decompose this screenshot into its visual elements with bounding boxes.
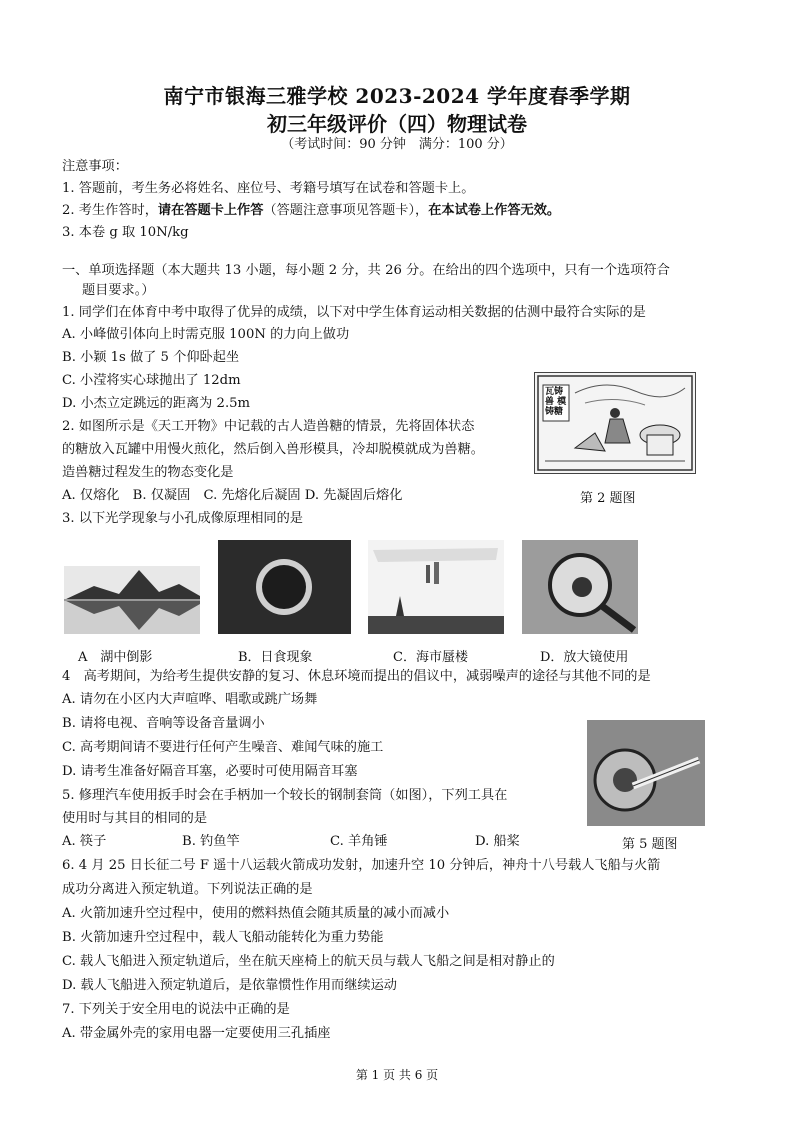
- q1-option-c: C. 小滢将实心球抛出了 12dm: [62, 373, 241, 388]
- solar-eclipse-image: [218, 540, 351, 634]
- wrench-image: [587, 720, 705, 826]
- section-heading-cont: 题目要求。）: [82, 283, 155, 298]
- page-number: 第 1 页 共 6 页: [355, 1068, 439, 1082]
- note-1: 1. 答题前，考生务必将姓名、座位号、考籍号填写在试卷和答题卡上。: [62, 181, 475, 196]
- q4-option-d: D. 请考生准备好隔音耳塞，必要时可使用隔音耳塞: [62, 764, 358, 779]
- section-heading: 一、单项选择题（本大题共 13 小题，每小题 2 分，共 26 分。在给出的四个选项中，只有一个选项符合: [62, 263, 670, 278]
- q4-option-a: A. 请勿在小区内大声喧哗、唱歌或跳广场舞: [62, 692, 318, 707]
- magnifier-image: [522, 540, 638, 634]
- q3-option-b: B．日食现象: [238, 650, 313, 665]
- q6-stem-1: 6. 4 月 25 日长征二号 F 遥十八运载火箭成功发射，加速升空 10 分钟后，神舟十八号载人飞船与火箭: [62, 858, 661, 873]
- note-2-part-b: 请在答题卡上作答: [157, 203, 264, 218]
- note-3: 3. 本卷 g 取 10N/kg: [62, 225, 189, 240]
- q2-figure: [534, 372, 696, 474]
- q2-stem-2: 的糖放入瓦罐中用慢火煎化，然后倒入兽形模具，冷却脱模就成为兽糖。: [62, 442, 484, 457]
- q3-option-a: A 湖中倒影: [78, 650, 153, 665]
- q6-option-d: D. 载人飞船进入预定轨道后，是依靠惯性作用而继续运动: [62, 978, 397, 993]
- q5-stem-2: 使用时与其目的相同的是: [62, 811, 208, 826]
- q2-figure-label: 瓦铸兽 模铸糖: [545, 387, 567, 417]
- q1-option-b: B. 小颖 1s 做了 5 个仰卧起坐: [62, 350, 240, 365]
- q5-stem-1: 5. 修理汽车使用扳手时会在手柄加一个较长的钢制套筒（如图），下列工具在: [62, 788, 508, 803]
- q6-option-c: C. 载人飞船进入预定轨道后，坐在航天座椅上的航天员与载人飞船之间是相对静止的: [62, 954, 555, 969]
- q3-image-c: [368, 540, 504, 634]
- exam-subtitle: 初三年级评价（四）物理试卷: [267, 112, 527, 136]
- notes-heading: 注意事项：: [62, 159, 128, 174]
- q4-stem: 4 高考期间，为给考生提供安静的复习、休息环境而提出的倡议中，减弱噪声的途径与其他不同的是: [62, 669, 651, 684]
- q7-stem: 7. 下列关于安全用电的说法中正确的是: [62, 1002, 290, 1017]
- q4-option-b: B. 请将电视、音响等设备音量调小: [62, 716, 265, 731]
- q1-stem: 1. 同学们在体育中考中取得了优异的成绩，以下对中学生体育运动相关数据的估测中最符合实际的是: [62, 305, 646, 320]
- q3-option-d: D．放大镜使用: [540, 650, 629, 665]
- q2-stem-1: 2. 如图所示是《天工开物》中记载的古人造兽糖的情景，先将固体状态: [62, 419, 475, 434]
- q5-figure-caption: 第 5 题图: [622, 837, 678, 852]
- q5-option-b: B. 钓鱼竿: [182, 834, 240, 849]
- q5-option-d: D. 船桨: [475, 834, 520, 849]
- mirage-image: [368, 540, 504, 634]
- q3-image-a: [64, 566, 200, 634]
- q1-option-d: D. 小杰立定跳远的距离为 2.5m: [62, 396, 251, 411]
- note-2-part-a: 2. 考生作答时，: [62, 203, 158, 218]
- q6-stem-2: 成功分离进入预定轨道。下列说法正确的是: [62, 882, 313, 897]
- lake-reflection-image: [64, 566, 200, 634]
- q2-options: A. 仅熔化 B. 仅凝固 C. 先熔化后凝固 D. 先凝固后熔化: [62, 488, 403, 503]
- exam-title: 南宁市银海三雅学校 2023-2024 学年度春季学期: [163, 84, 631, 108]
- q3-image-b: [218, 540, 351, 634]
- note-2-part-c: （答题注意事项见答题卡），: [263, 203, 429, 218]
- q3-stem: 3. 以下光学现象与小孔成像原理相同的是: [62, 511, 303, 526]
- exam-info: （考试时间：90 分钟 满分：100 分）: [281, 137, 513, 152]
- note-2-part-d: 在本试卷上作答无效。: [428, 203, 561, 218]
- q3-option-c: C．海市蜃楼: [393, 650, 468, 665]
- q5-option-a: A. 筷子: [62, 834, 107, 849]
- q3-image-d: [522, 540, 638, 634]
- q5-option-c: C. 羊角锤: [330, 834, 388, 849]
- q4-option-c: C. 高考期间请不要进行任何产生噪音、难闻气味的施工: [62, 740, 384, 755]
- q5-figure: [587, 720, 705, 826]
- q7-option-a: A. 带金属外壳的家用电器一定要使用三孔插座: [62, 1026, 331, 1041]
- note-2: [62, 202, 560, 220]
- q1-option-a: A. 小峰做引体向上时需克服 100N 的力向上做功: [62, 327, 350, 342]
- q6-option-a: A. 火箭加速升空过程中，使用的燃料热值会随其质量的减小而减小: [62, 906, 450, 921]
- q6-option-b: B. 火箭加速升空过程中，载人飞船动能转化为重力势能: [62, 930, 384, 945]
- q2-stem-3: 造兽糖过程发生的物态变化是: [62, 465, 234, 480]
- q2-figure-caption: 第 2 题图: [580, 491, 636, 506]
